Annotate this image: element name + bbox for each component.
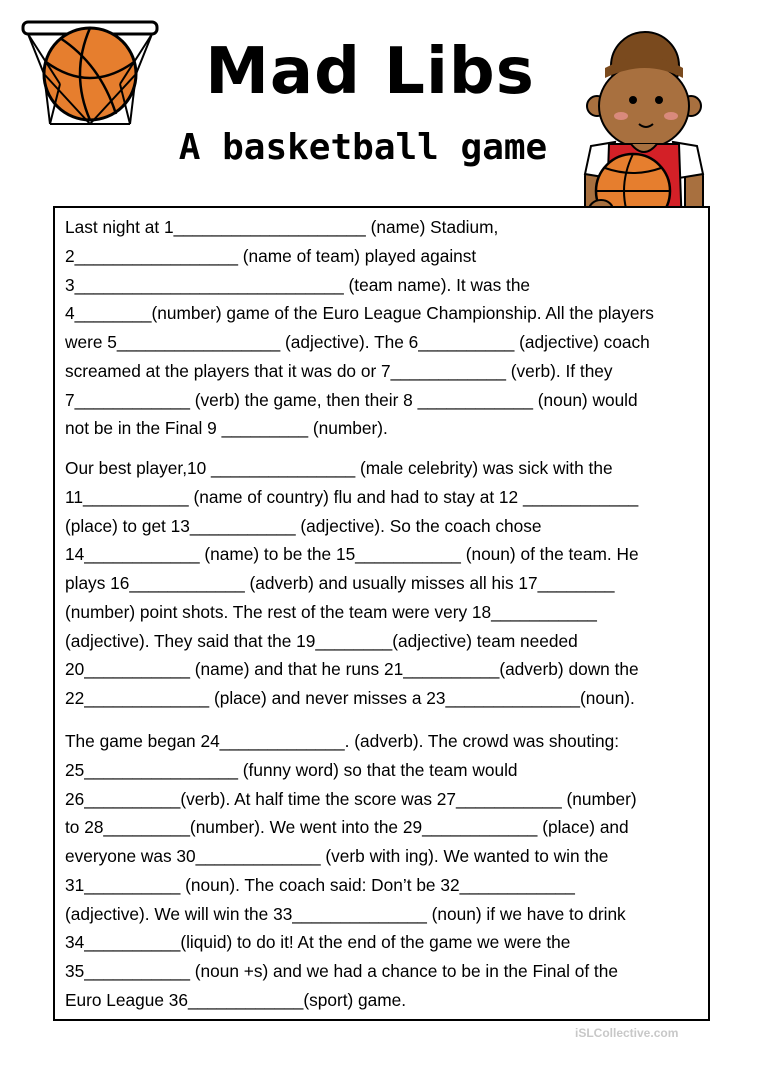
story-line: 25________________ (funny word) so that the team would	[65, 759, 518, 780]
story-paragraph-3	[65, 727, 700, 1015]
story-line: Last night at 1____________________ (name) Stadium,	[65, 217, 499, 237]
story-paragraph-2	[65, 454, 700, 713]
story-line: were 5_________________ (adjective). The 6__________ (adjective) coach	[65, 332, 650, 352]
story-line: to 28_________(number). We went into the 29____________ (place) and	[65, 817, 629, 838]
page-subtitle: A basketball game	[178, 127, 548, 168]
story-line: Our best player,10 _______________ (male celebrity) was sick with the	[65, 458, 613, 478]
story-line: 34__________(liquid) to do it! At the end of the game we were the	[65, 932, 571, 953]
story-line: (adjective). We will win the 33______________ (noun) if we have to drink	[65, 903, 626, 924]
story-line: 26__________(verb). At half time the score was 27___________ (number)	[65, 788, 637, 809]
story-line: Euro League 36____________(sport) game.	[65, 989, 407, 1010]
story-line: 3____________________________ (team name). It was the	[65, 274, 531, 295]
story-paragraph-1	[65, 213, 700, 443]
story-line: 35___________ (noun +s) and we had a chance to be in the Final of the	[65, 961, 618, 981]
story-line: 2_________________ (name of team) played against	[65, 245, 477, 266]
story-line: 31__________ (noun). The coach said: Don’t be 32____________	[65, 874, 575, 895]
story-line: 7____________ (verb) the game, then their 8 ____________ (noun) would	[65, 389, 638, 410]
story-line: (number) point shots. The rest of the team were very 18___________	[65, 601, 597, 622]
story-line: (adjective). They said that the 19________(adjective) team needed	[65, 630, 578, 651]
story-line: everyone was 30_____________ (verb with ing). We wanted to win the	[65, 846, 609, 866]
story-box	[53, 206, 710, 1021]
story-line: 20___________ (name) and that he runs 21__________(adverb) down the	[65, 659, 639, 680]
story-line: 11___________ (name of country) flu and had to stay at 12 ____________	[65, 486, 639, 507]
story-line: not be in the Final 9 _________ (number).	[65, 418, 388, 439]
story-line: plays 16____________ (adverb) and usually misses all his 17________	[65, 573, 615, 593]
story-line: 22_____________ (place) and never misses a 23______________(noun).	[65, 688, 635, 708]
basketball-hoop-icon	[20, 14, 160, 134]
story-line: screamed at the players that it was do or 7____________ (verb). If they	[65, 360, 613, 381]
story-line: 14____________ (name) to be the 15___________ (noun) of the team. He	[65, 544, 639, 565]
watermark: iSLCollective.com	[575, 1026, 679, 1040]
story-line: (place) to get 13___________ (adjective). So the coach chose	[65, 515, 542, 536]
story-line: The game began 24_____________. (adverb). The crowd was shouting:	[65, 731, 620, 751]
story-line: 4________(number) game of the Euro League Championship. All the players	[65, 303, 654, 324]
page-title: Mad Libs	[205, 35, 535, 109]
